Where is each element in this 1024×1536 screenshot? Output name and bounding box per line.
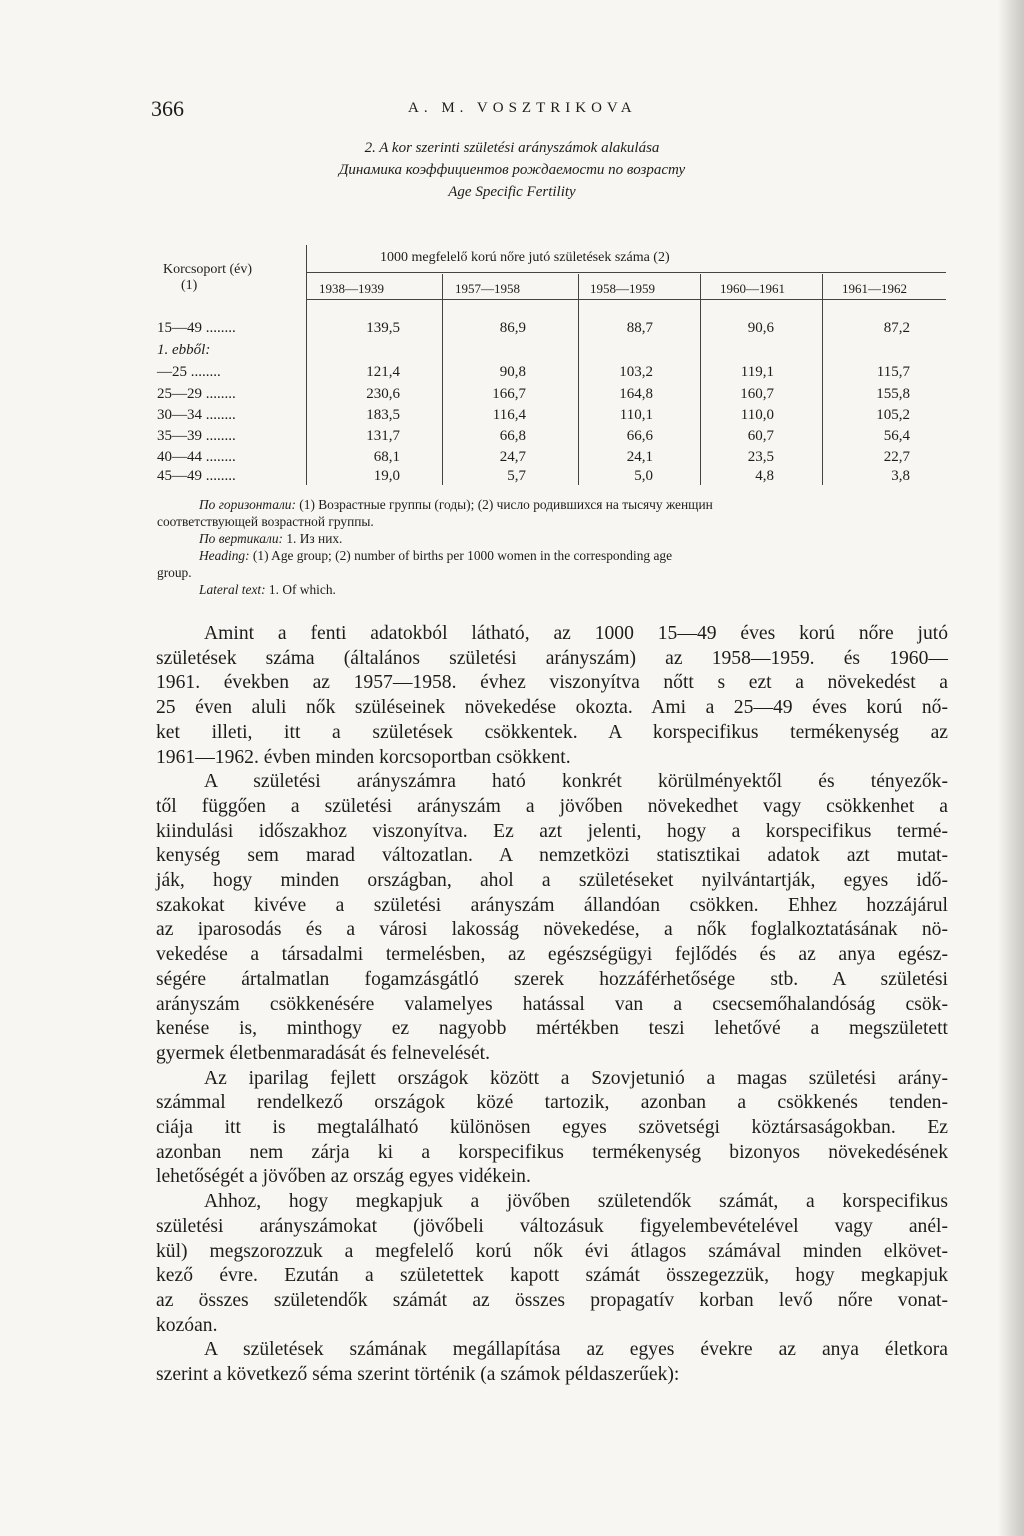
table-cell: 66,6 bbox=[626, 428, 653, 444]
table-cell: 24,7 bbox=[499, 449, 526, 465]
column-header: 1961—1962 bbox=[842, 281, 907, 296]
table-cell: 115,7 bbox=[876, 364, 910, 380]
column-header: 1957—1958 bbox=[455, 281, 520, 296]
table-cell: 90,8 bbox=[499, 364, 526, 380]
body-line: születési arányszámokat (jövőbeli változásuk figyelembevételével vagy anél- bbox=[156, 1215, 948, 1237]
table-cell: 119,1 bbox=[740, 364, 774, 380]
table-caption-hungarian: 2. A kor szerinti születési arányszámok alakulása bbox=[364, 140, 660, 156]
note-en-lateral-text: 1. Of which. bbox=[265, 582, 336, 597]
note-en-heading-text-cont: group. bbox=[157, 565, 192, 580]
table-cell: 66,8 bbox=[499, 428, 526, 444]
column-header: 1938—1939 bbox=[319, 281, 384, 296]
table-cell: 139,5 bbox=[366, 320, 400, 336]
table-cell: 110,1 bbox=[619, 407, 653, 423]
column-rule bbox=[442, 274, 443, 485]
table-cell: 121,4 bbox=[366, 364, 400, 380]
body-line: A születések számának megállapítása az egyes évekre az anya életkora bbox=[204, 1339, 948, 1361]
body-line: gyermek életbenmaradását és felnevelését. bbox=[156, 1042, 491, 1064]
body-line: Az iparilag fejlett országok között a Szovjetunió a magas születési arány- bbox=[204, 1067, 948, 1089]
table-cell: 3,8 bbox=[891, 468, 910, 484]
table-cell: 88,7 bbox=[626, 320, 653, 336]
note-en-lateral-label: Lateral text: bbox=[199, 582, 266, 597]
note-ru-heading-label: По горизонтали: bbox=[199, 497, 296, 512]
header-bottom-rule bbox=[306, 299, 946, 300]
body-line: szakokat kivéve a születési arányszám állandóan csökken. Ehhez hozzájárul bbox=[156, 894, 948, 916]
table-cell: 183,5 bbox=[366, 407, 400, 423]
body-line: az iparosodás és a városi lakosság növekedése, a nők foglalkoztatásának nö- bbox=[156, 919, 948, 941]
body-line: számmal rendelkező országok közé tartozik, azonban a csökkenés tenden- bbox=[156, 1092, 948, 1114]
row-label: 25—29 ........ bbox=[157, 386, 236, 402]
page-number: 366 bbox=[151, 96, 184, 121]
table-cell: 56,4 bbox=[883, 428, 910, 444]
row-label: 1. ebből: bbox=[157, 342, 211, 358]
row-label: 15—49 ........ bbox=[157, 320, 236, 336]
row-label: 45—49 ........ bbox=[157, 468, 236, 484]
row-label: 35—39 ........ bbox=[157, 428, 236, 444]
body-line: Amint a fenti adatokból látható, az 1000 15—49 éves korú nőre jutó bbox=[204, 623, 948, 644]
note-ru-lateral-label: По вертикали: bbox=[199, 531, 283, 546]
stub-header-label: Korcsoport (év) bbox=[163, 262, 253, 277]
note-ru-lateral-text: 1. Из них. bbox=[282, 531, 343, 546]
body-line: születések száma (általános születési arányszám) az 1958—1959. és 1960— bbox=[156, 647, 948, 669]
body-line: ciája itt is megtalálható különösen egyes szövetségi köztársaságokban. Ez bbox=[156, 1117, 948, 1139]
fertility-table bbox=[0, 0, 1024, 500]
body-line: kiindulási időszakhoz viszonyítva. Ez azt jelenti, hogy a korspecifikus termé- bbox=[156, 820, 948, 842]
body-line: az összes születendők számát az összes propagatív korban levő nőre vonat- bbox=[156, 1289, 948, 1311]
table-caption-english: Age Specific Fertility bbox=[448, 184, 576, 200]
table-cell: 19,0 bbox=[373, 468, 400, 484]
table-cell: 230,6 bbox=[366, 386, 400, 402]
body-line: ket illeti, itt a születések csökkentek. A korspecifikus termékenység az bbox=[156, 721, 948, 743]
column-header: 1960—1961 bbox=[720, 281, 785, 296]
header-rule bbox=[306, 272, 946, 273]
body-line: Ahhoz, hogy megkapjuk a jövőben születendők számát, a korspecifikus bbox=[204, 1191, 948, 1213]
body-line: A születési arányszámra ható konkrét körülményektől és tényezők- bbox=[204, 771, 948, 793]
table-cell: 110,0 bbox=[740, 407, 774, 423]
note-en-heading-text: (1) Age group; (2) number of births per 1000 women in the corresponding age bbox=[249, 548, 673, 563]
table-cell: 60,7 bbox=[747, 428, 774, 444]
column-header: 1958—1959 bbox=[590, 281, 655, 296]
table-cell: 23,5 bbox=[747, 449, 774, 465]
table-cell: 5,7 bbox=[507, 468, 526, 484]
body-line: kozóan. bbox=[156, 1314, 218, 1336]
body-line: kül) megszorozzuk a megfelelő korú nők évi átlagos számával minden elkövet- bbox=[156, 1240, 948, 1262]
body-line: vekedése a társadalmi termelésben, az egészségügyi fejlődés és az anya egész- bbox=[156, 944, 948, 966]
row-label: 30—34 ........ bbox=[157, 407, 236, 423]
table-cell: 164,8 bbox=[619, 386, 653, 402]
body-line: kező évre. Ezután a születettek kapott számát összegezzük, hogy megkapjuk bbox=[156, 1265, 948, 1287]
body-line: arányszám csökkenésére valamelyes hatással van a csecsemőhalandóság csök- bbox=[156, 993, 948, 1015]
table-cell: 155,8 bbox=[876, 386, 910, 402]
table-cell: 90,6 bbox=[747, 320, 774, 336]
table-cell: 103,2 bbox=[619, 364, 653, 380]
body-line: ségére ártalmatlan fogamzásgátló szerek hozzáférhetősége stb. A születési bbox=[156, 968, 948, 990]
table-cell: 68,1 bbox=[373, 449, 400, 465]
body-line: kenység sem marad változatlan. A nemzetközi statisztikai adatok azt mutat- bbox=[156, 845, 948, 867]
column-rule bbox=[306, 245, 307, 485]
stub-header-number: (1) bbox=[181, 278, 198, 293]
note-ru-heading-text: (1) Возрастные группы (годы); (2) число родившихся на тысячу женщин bbox=[295, 497, 713, 512]
column-rule bbox=[700, 274, 701, 485]
table-cell: 22,7 bbox=[883, 449, 910, 465]
row-label: —25 ........ bbox=[157, 364, 221, 380]
table-cell: 160,7 bbox=[740, 386, 774, 402]
column-rule bbox=[822, 274, 823, 485]
note-en-heading-label: Heading: bbox=[199, 548, 250, 563]
row-label: 40—44 ........ bbox=[157, 449, 236, 465]
body-line: kenése is, minthogy ez nagyobb mértékben teszi lehetővé a megszületett bbox=[156, 1018, 948, 1040]
table-cell: 5,0 bbox=[634, 468, 653, 484]
table-cell: 4,8 bbox=[755, 468, 774, 484]
body-line: től függően a születési arányszám a jövőben növekedhet vagy csökkenhet a bbox=[156, 795, 948, 817]
table-cell: 116,4 bbox=[492, 407, 526, 423]
table-cell: 87,2 bbox=[883, 320, 910, 336]
table-cell: 105,2 bbox=[876, 407, 910, 423]
table-cell: 24,1 bbox=[626, 449, 653, 465]
body-line: 1961—1962. évben minden korcsoportban csökkent. bbox=[156, 746, 571, 768]
body-line: lehetőségét a jövőben az ország egyes vidékein. bbox=[156, 1166, 531, 1188]
running-title: A. M. VOSZTRIKOVA bbox=[408, 100, 637, 116]
body-line: azonban nem zárja ki a korspecifikus termékenység bizonyos növekedésének bbox=[156, 1141, 948, 1163]
table-cell: 166,7 bbox=[492, 386, 526, 402]
body-line: 1961. években az 1957—1958. évhez viszonyítva nőtt s ezt a növekedést a bbox=[156, 672, 948, 694]
column-rule bbox=[578, 274, 579, 485]
table-notes bbox=[157, 496, 977, 598]
body-line: ják, hogy minden országban, ahol a születéseket nyilvántartják, egyes idő- bbox=[156, 870, 948, 892]
span-header: 1000 megfelelő korú nőre jutó születések száma (2) bbox=[380, 250, 670, 265]
body-line: szerint a következő séma szerint történik (a számok példaszerűek): bbox=[156, 1364, 680, 1386]
table-cell: 131,7 bbox=[366, 428, 400, 444]
note-ru-heading-text-cont: соответствующей возрастной группы. bbox=[157, 514, 374, 529]
body-text bbox=[156, 622, 948, 1388]
table-caption-russian: Динамика коэффициентов рождаемости по возрасту bbox=[338, 162, 686, 178]
table-cell: 86,9 bbox=[499, 320, 526, 336]
body-line: 25 éven aluli nők szüléseinek növekedése okozta. Ami a 25—49 éves korú nő- bbox=[156, 697, 948, 719]
